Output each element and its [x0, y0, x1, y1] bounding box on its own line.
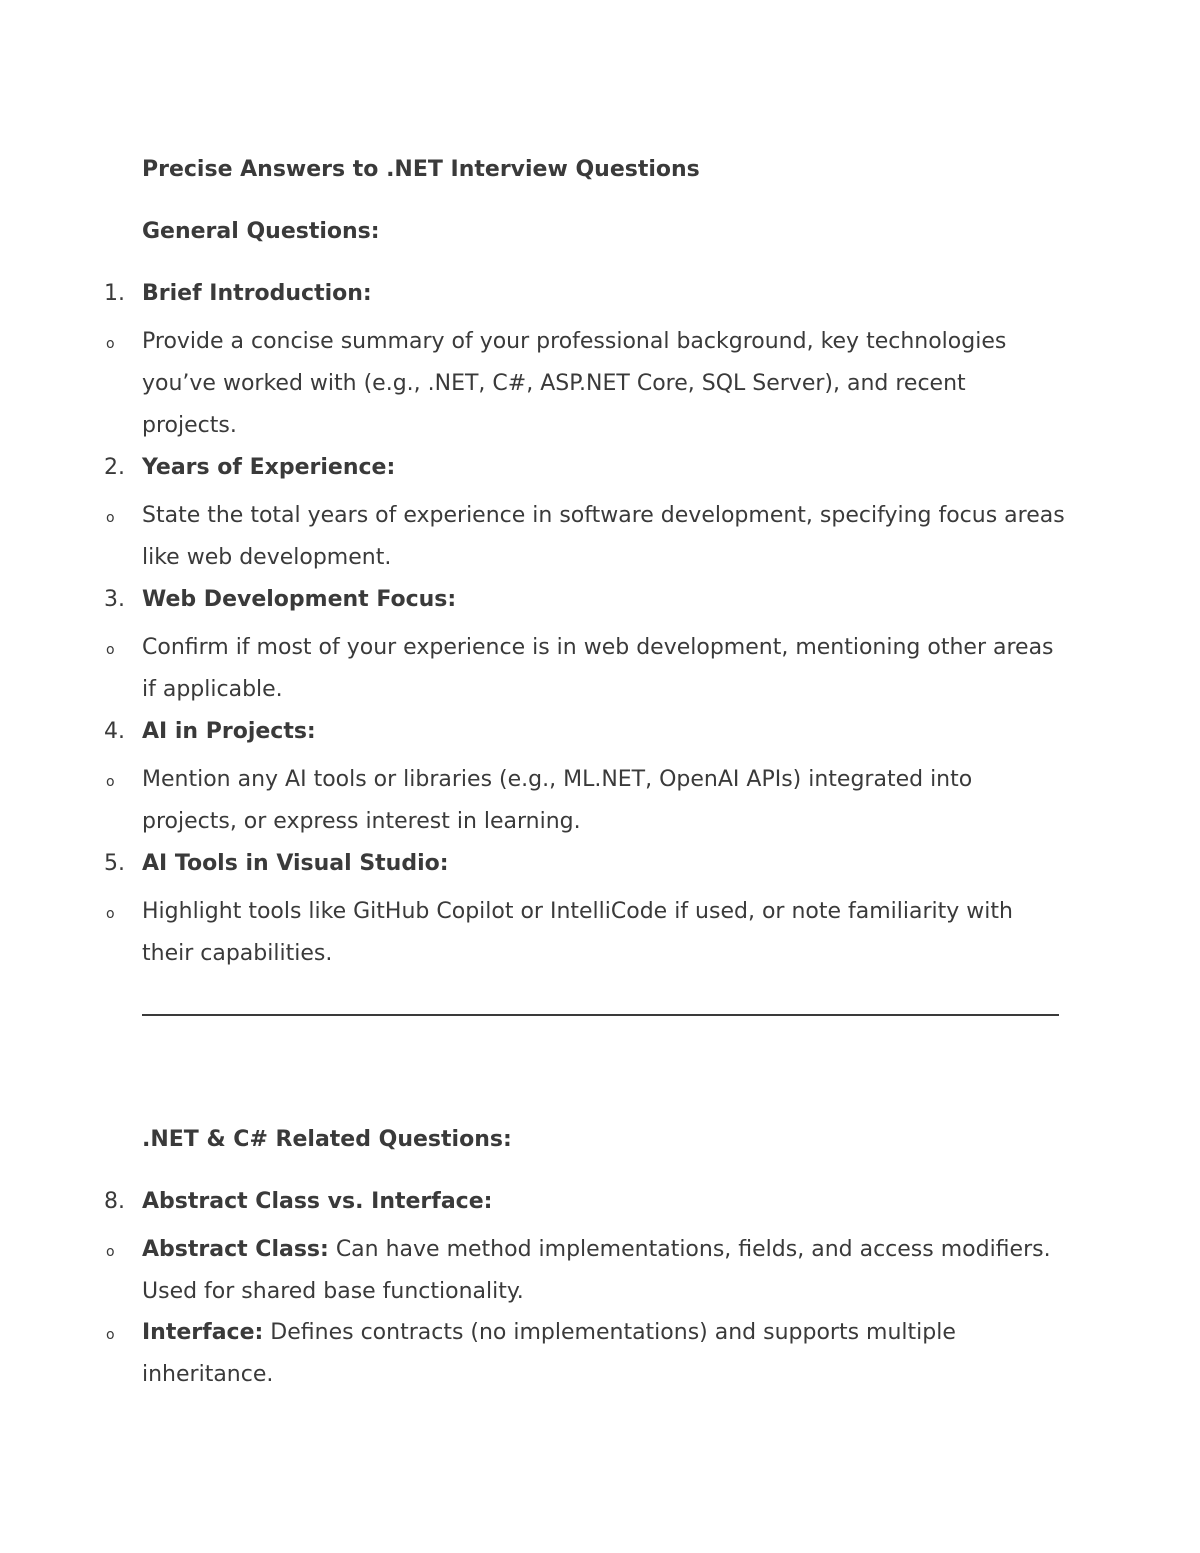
bullet-icon: o	[106, 642, 115, 658]
sub-item-text: State the total years of experience in software development, specifying focus areas like web development.	[142, 503, 1065, 570]
sub-item-lead: Interface:	[142, 1320, 264, 1345]
bullet-icon: o	[106, 906, 115, 922]
sub-item-text	[142, 1229, 1067, 1313]
sub-item-text: Mention any AI tools or libraries (e.g., ML.NET, OpenAI APIs) integrated into projects, or express interest in learning.	[142, 767, 973, 834]
sub-item-body: Defines contracts (no implementations) and supports multiple inheritance.	[142, 1320, 956, 1387]
item-label: Abstract Class vs. Interface:	[142, 1189, 493, 1214]
bullet-icon: o	[106, 510, 115, 526]
horizontal-divider	[142, 1014, 1059, 1016]
document-title: Precise Answers to .NET Interview Questions	[142, 157, 700, 182]
bullet-icon: o	[106, 1327, 115, 1343]
item-label: AI in Projects:	[142, 719, 316, 744]
item-label: AI Tools in Visual Studio:	[142, 851, 449, 876]
section-heading-general: General Questions:	[142, 219, 380, 244]
section-heading-dotnet: .NET & C# Related Questions:	[142, 1127, 512, 1152]
bullet-icon: o	[106, 336, 115, 352]
item-label: Years of Experience:	[142, 455, 396, 480]
sub-item-text: Highlight tools like GitHub Copilot or IntelliCode if used, or note familiarity with their capabilities.	[142, 899, 1013, 966]
sub-item-text: Confirm if most of your experience is in web development, mentioning other areas if applicable.	[142, 635, 1054, 702]
item-number: 4.	[104, 719, 125, 744]
item-number: 1.	[104, 281, 125, 306]
item-label: Brief Introduction:	[142, 281, 372, 306]
item-number: 3.	[104, 587, 125, 612]
item-label: Web Development Focus:	[142, 587, 457, 612]
sub-item-text: Provide a concise summary of your professional background, key technologies you’ve worked with (e.g., .NET, C#, ASP.NET Core, SQL Server), and recent projects.	[142, 329, 1007, 438]
bullet-icon: o	[106, 1244, 115, 1260]
item-number: 8.	[104, 1189, 125, 1214]
item-number: 5.	[104, 851, 125, 876]
item-number: 2.	[104, 455, 125, 480]
bullet-icon: o	[106, 774, 115, 790]
sub-item-body: Can have method implementations, fields, and access modifiers. Used for shared base functionality.	[142, 1237, 1051, 1304]
sub-item-text	[142, 1312, 1067, 1396]
sub-item-lead: Abstract Class:	[142, 1237, 329, 1262]
